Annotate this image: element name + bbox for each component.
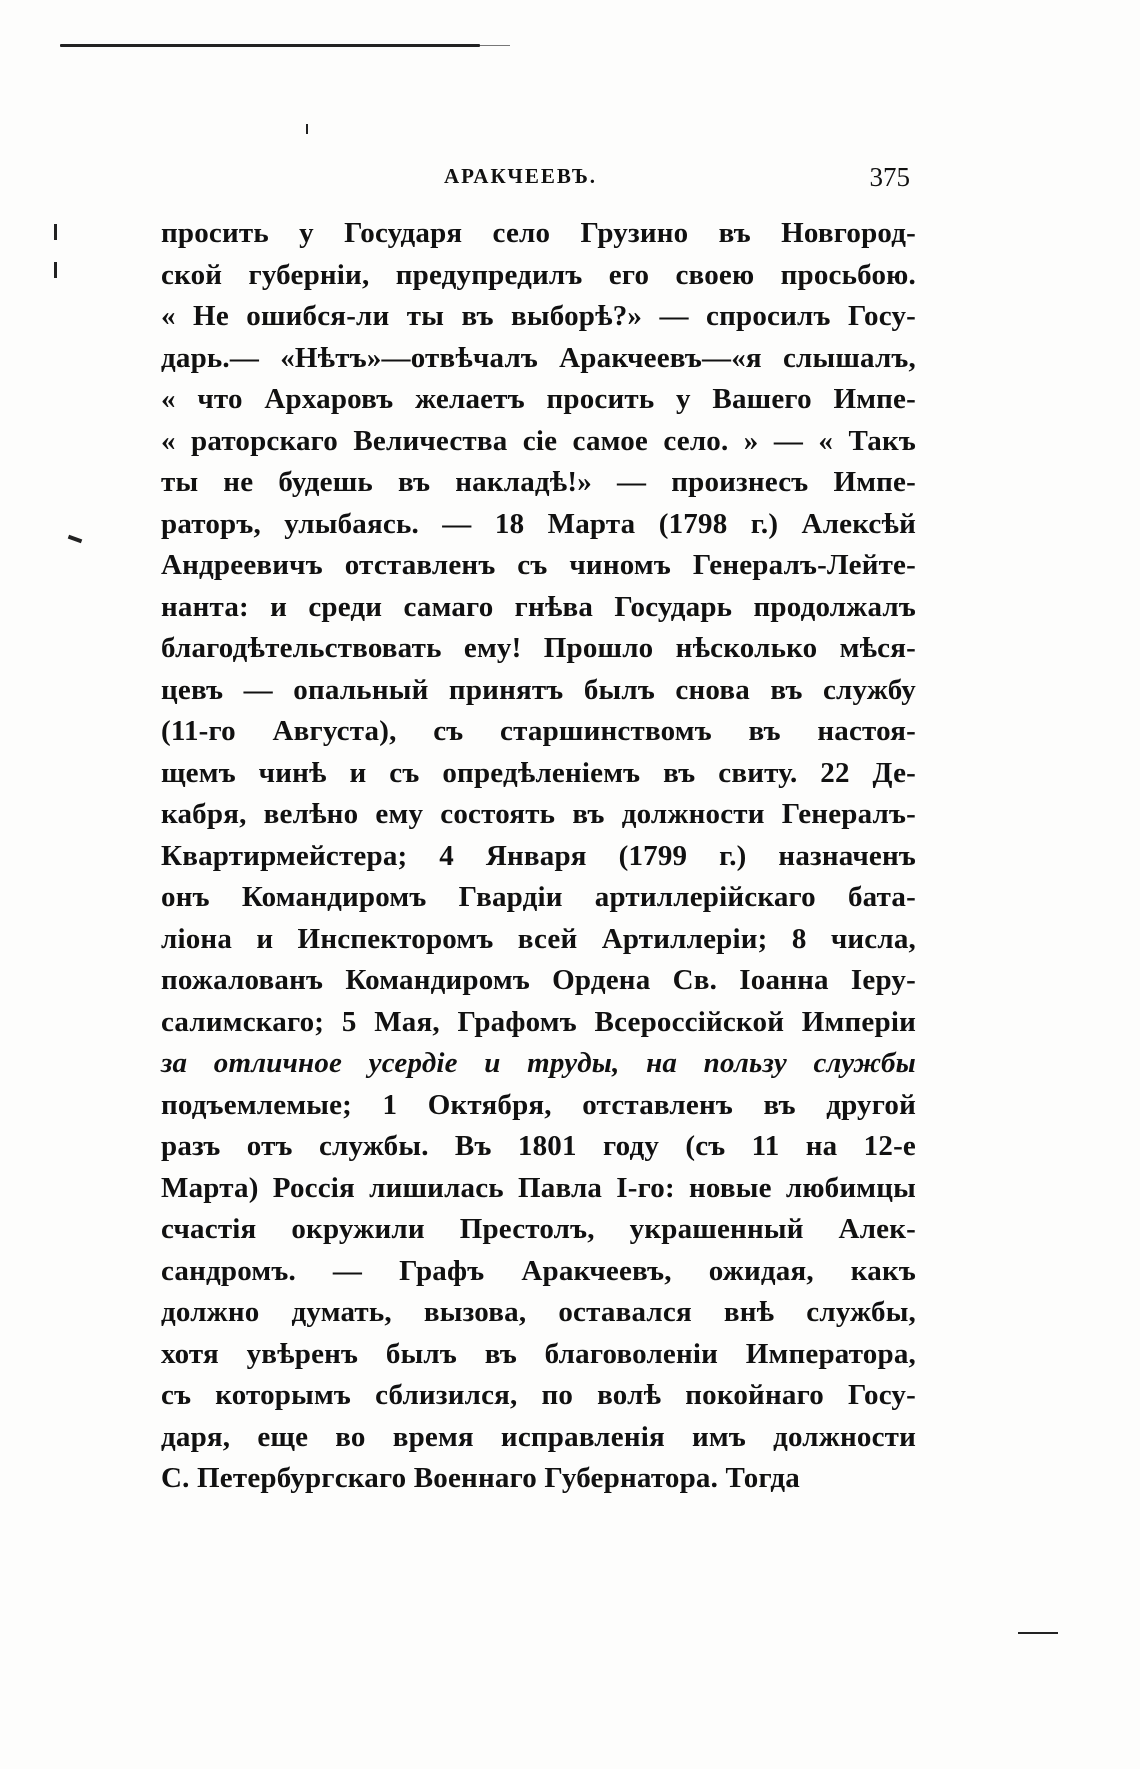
running-head: АРАКЧЕЕВЪ.: [444, 164, 598, 188]
text-line: дарь.— «Нѣтъ»—отвѣчалъ Аракчеевъ—«я слышалъ,: [161, 341, 916, 374]
scan-edge-rule-faint: [480, 45, 510, 46]
text-line-italic: за отличное усердіе и труды, на пользу службы: [161, 1047, 916, 1079]
margin-mark: [54, 224, 57, 240]
margin-mark: [68, 535, 83, 544]
text-line: раторъ, улыбаясь. — 18 Марта (1798 г.) Алексѣй: [161, 507, 916, 540]
text-line: « Не ошибся-ли ты въ выборѣ?» — спросилъ Госу-: [161, 300, 916, 332]
text-line: цевъ — опальный принятъ былъ снова въ службу: [161, 673, 916, 706]
text-line: должно думать, вызова, оставался внѣ службы,: [161, 1296, 916, 1328]
page-header: [160, 160, 910, 200]
text-line: съ которымъ сблизился, по волѣ покойнаго Госу-: [161, 1379, 916, 1411]
text-line: онъ Командиромъ Гвардіи артиллерійскаго бата-: [161, 881, 916, 913]
scan-edge-rule: [60, 44, 480, 47]
margin-mark: [306, 124, 308, 134]
text-line: (11-го Августа), съ старшинствомъ въ настоя-: [161, 715, 916, 747]
text-line: нанта: и среди самаго гнѣва Государь продолжалъ: [161, 590, 916, 623]
text-line: С. Петербургскаго Военнаго Губернатора. Тогда: [161, 1462, 800, 1494]
text-line: счастія окружили Престолъ, украшенный Алек-: [161, 1213, 916, 1245]
text-line: « раторскаго Величества сіе самое село. » — « Такъ: [161, 424, 916, 457]
text-line: пожалованъ Командиромъ Ордена Св. Іоанна Іеру-: [161, 964, 916, 996]
margin-mark: [54, 262, 57, 278]
body-text: [161, 213, 916, 1500]
text-line: даря, еще во время исправленія имъ должности: [161, 1420, 916, 1453]
text-line: просить у Государя село Грузино въ Новгород-: [161, 217, 916, 249]
text-line: кабря, велѣно ему состоять въ должности Генералъ-: [161, 798, 916, 830]
text-line: разъ отъ службы. Въ 1801 году (съ 11 на 12-е: [161, 1130, 916, 1162]
text-line: ты не будешь въ накладѣ!» — произнесъ Импе-: [161, 466, 916, 498]
text-line: Андреевичъ отставленъ съ чиномъ Генералъ-Лейте-: [161, 549, 916, 581]
text-line: подъемлемые; 1 Октября, отставленъ въ другой: [161, 1088, 916, 1121]
text-line: Марта) Россія лишилась Павла І-го: новые любимцы: [161, 1171, 916, 1204]
text-line: щемъ чинѣ и съ опредѣленіемъ въ свиту. 22 Де-: [161, 756, 916, 789]
text-line: салимскаго; 5 Мая, Графомъ Всероссійской Имперіи: [161, 1005, 916, 1038]
page-number: 375: [869, 162, 910, 192]
text-line: ской губерніи, предупредилъ его своею просьбою.: [161, 258, 916, 291]
text-line: сандромъ. — Графъ Аракчеевъ, ожидая, какъ: [161, 1254, 916, 1287]
margin-mark: [1018, 1632, 1058, 1634]
text-line: хотя увѣренъ былъ въ благоволеніи Императора,: [161, 1337, 916, 1370]
text-line: « что Архаровъ желаетъ просить у Вашего Импе-: [161, 383, 916, 415]
text-line: Квартирмейстера; 4 Января (1799 г.) назначенъ: [161, 839, 916, 872]
text-line: благодѣтельствовать ему! Прошло нѣсколько мѣся-: [161, 632, 916, 664]
text-line: ліона и Инспекторомъ всей Артиллеріи; 8 числа,: [161, 922, 916, 955]
